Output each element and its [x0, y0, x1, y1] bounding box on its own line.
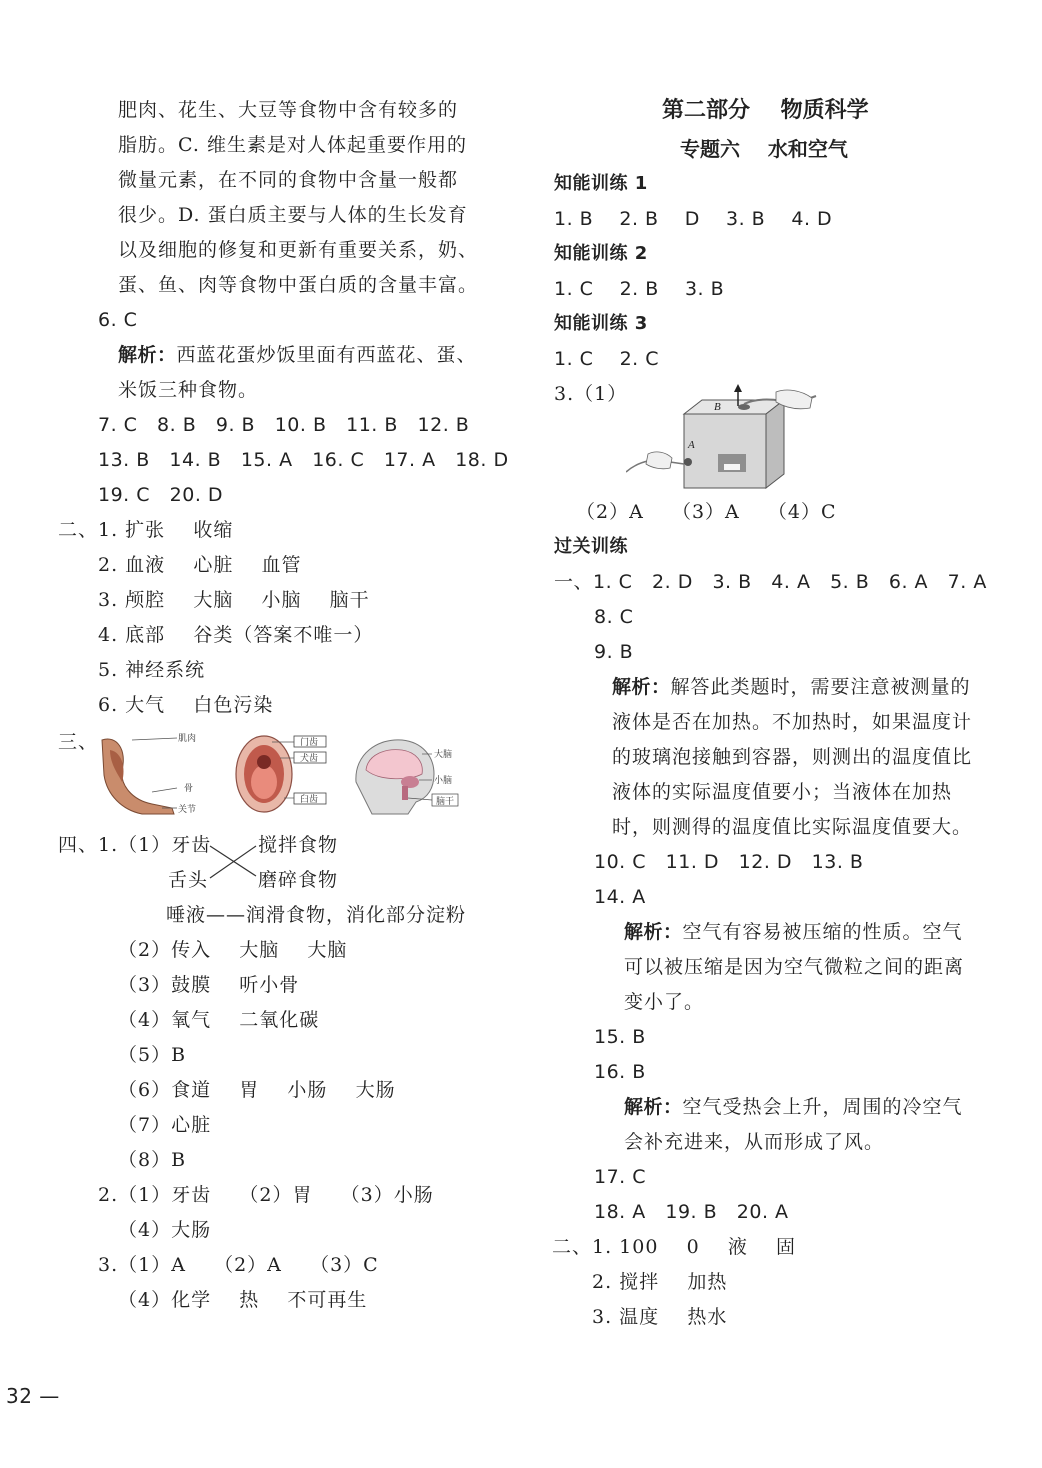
pass-answers-10-13: 10. C 11. D 12. D 13. B — [594, 851, 864, 873]
section-4-q3-b: （4）化学 热 不可再生 — [118, 1289, 368, 1311]
brain-label-brainstem: 脑干 — [436, 797, 455, 807]
pass-answers-18-20: 18. A 19. B 20. A — [594, 1201, 789, 1223]
section-2-q6: 6. 大气 白色污染 — [98, 694, 274, 716]
answers-19-20: 19. C 20. D — [98, 484, 224, 506]
training-1-answers: 1. B 2. B D 3. B 4. D — [554, 208, 833, 230]
analysis-9-line-3: 的玻璃泡接触到容器，则测出的温度值比 — [612, 746, 973, 768]
brain-label-cerebellum: 小脑 — [434, 776, 453, 786]
training-2-answers: 1. C 2. B 3. B — [554, 278, 725, 300]
analysis-9-label: 解析： — [612, 676, 671, 698]
training-3-heading: 知能训练 3 — [554, 313, 648, 334]
pass-answers-1-7: 一、1. C 2. D 3. B 4. A 5. B 6. A 7. A — [554, 571, 987, 593]
mouth-label-canine: 犬齿 — [300, 754, 319, 764]
section-2-q3: 3. 颅腔 大脑 小脑 脑干 — [98, 589, 370, 611]
training-2-heading: 知能训练 2 — [554, 243, 648, 264]
section-4-q1-6: （6）食道 胃 小肠 大肠 — [118, 1079, 396, 1101]
section-4-q1-5: （5）B — [118, 1044, 187, 1066]
section-4-q1-3: （3）鼓膜 听小骨 — [118, 974, 300, 996]
mouth-teeth-figure — [232, 732, 332, 818]
left-line-1: 肥肉、花生、大豆等食物中含有较多的 — [118, 99, 459, 121]
section-2-q2: 2. 血液 心脏 血管 — [98, 554, 302, 576]
match-grind-food: 磨碎食物 — [258, 869, 339, 891]
analysis-14-line-3: 变小了。 — [624, 991, 705, 1013]
section-2-q1: 二、1. 扩张 收缩 — [58, 519, 234, 541]
pass-section-2-q1: 二、1. 100 0 液 固 — [552, 1236, 796, 1258]
analysis-6 — [118, 343, 477, 367]
answer-6: 6. C — [98, 309, 138, 331]
section-4-q1-teeth: 四、1.（1）牙齿 — [58, 834, 212, 856]
part-title: 第二部分 物质科学 — [662, 98, 869, 123]
analysis-14-text: 空气有容易被压缩的性质。空气 — [682, 921, 963, 943]
section-4-q1-8: （8）B — [118, 1149, 187, 1171]
training-3-answers: 1. C 2. C — [554, 348, 660, 370]
analysis-9-line-4: 液体的实际温度值要小；当液体在加热 — [612, 781, 953, 803]
analysis-14 — [624, 920, 963, 944]
arm-label-joint: 关节 — [178, 805, 197, 815]
left-line-2: 脂肪。C. 维生素是对人体起重要作用的 — [118, 134, 467, 156]
analysis-6-cont: 米饭三种食物。 — [118, 379, 259, 401]
arm-muscle-figure — [92, 730, 212, 818]
analysis-14-label: 解析： — [624, 921, 683, 943]
section-2-q4: 4. 底部 谷类（答案不唯一） — [98, 624, 374, 646]
analysis-16-label: 解析： — [624, 1096, 683, 1118]
training-3-rest: （2）A （3）A （4）C — [576, 501, 837, 523]
section-4-q1-4: （4）氧气 二氧化碳 — [118, 1009, 320, 1031]
matching-lines — [208, 842, 258, 882]
figure-label-b: B — [714, 401, 721, 413]
section-4-q2-b: （4）大肠 — [118, 1219, 212, 1241]
box-experiment-figure — [626, 384, 818, 494]
brain-label-cerebrum: 大脑 — [434, 750, 453, 760]
figure-label-a: A — [688, 439, 695, 451]
analysis-label: 解析： — [118, 344, 177, 366]
left-line-4: 很少。D. 蛋白质主要与人体的生长发育 — [118, 204, 468, 226]
training-3-q3: 3.（1） — [554, 383, 628, 405]
topic-title: 专题六 水和空气 — [680, 137, 848, 161]
pass-answer-8: 8. C — [594, 606, 634, 628]
section-4-q3-a: 3.（1）A （2）A （3）C — [98, 1254, 379, 1276]
pass-section-2-q3: 3. 温度 热水 — [592, 1306, 728, 1328]
answers-13-18: 13. B 14. B 15. A 16. C 17. A 18. D — [98, 449, 509, 471]
section-2-q5: 5. 神经系统 — [98, 659, 206, 681]
analysis-9 — [612, 675, 971, 699]
arm-shape — [102, 739, 174, 814]
training-1-heading: 知能训练 1 — [554, 173, 648, 194]
match-stir-food: 搅拌食物 — [258, 834, 339, 856]
arm-label-bone: 骨 — [184, 784, 194, 794]
left-line-3: 微量元素，在不同的食物中含量一般都 — [118, 169, 459, 191]
pass-answer-15: 15. B — [594, 1026, 646, 1048]
analysis-6-text: 西蓝花蛋炒饭里面有西蓝花、蛋、 — [176, 344, 477, 366]
analysis-14-line-2: 可以被压缩是因为空气微粒之间的距离 — [624, 956, 965, 978]
answers-7-12: 7. C 8. B 9. B 10. B 11. B 12. B — [98, 414, 470, 436]
mouth-label-molar: 臼齿 — [300, 795, 319, 805]
left-line-5: 以及细胞的修复和更新有重要关系，奶、 — [118, 239, 479, 261]
pass-answer-9: 9. B — [594, 641, 634, 663]
match-tongue: 舌头 — [168, 869, 209, 891]
analysis-16 — [624, 1095, 963, 1119]
analysis-9-text: 解答此类题时，需要注意被测量的 — [670, 676, 971, 698]
analysis-16-line-2: 会补充进来，从而形成了风。 — [624, 1131, 885, 1153]
pass-training-heading: 过关训练 — [554, 536, 628, 557]
brain-figure — [350, 736, 462, 816]
pass-section-2-q2: 2. 搅拌 加热 — [592, 1271, 728, 1293]
section-3-label: 三、 — [58, 731, 99, 753]
section-4-q2-a: 2.（1）牙齿 （2）胃 （3）小肠 — [98, 1184, 434, 1206]
mouth-label-incisor: 门齿 — [300, 738, 319, 748]
left-line-6: 蛋、鱼、肉等食物中蛋白质的含量丰富。 — [118, 274, 479, 296]
pass-answer-17: 17. C — [594, 1166, 647, 1188]
page-number: 32 — — [6, 1384, 60, 1408]
analysis-9-line-5: 时，则测得的温度值比实际温度值要大。 — [612, 816, 973, 838]
pass-answer-14: 14. A — [594, 886, 646, 908]
section-4-q1-2: （2）传入 大脑 大脑 — [118, 939, 348, 961]
match-saliva: 唾液——润滑食物，消化部分淀粉 — [166, 904, 467, 926]
pass-answer-16: 16. B — [594, 1061, 646, 1083]
section-4-q1-7: （7）心脏 — [118, 1114, 212, 1136]
analysis-16-text: 空气受热会上升，周围的冷空气 — [682, 1096, 963, 1118]
arm-label-muscle: 肌肉 — [178, 734, 197, 744]
analysis-9-line-2: 液体是否在加热。不加热时，如果温度计 — [612, 711, 973, 733]
